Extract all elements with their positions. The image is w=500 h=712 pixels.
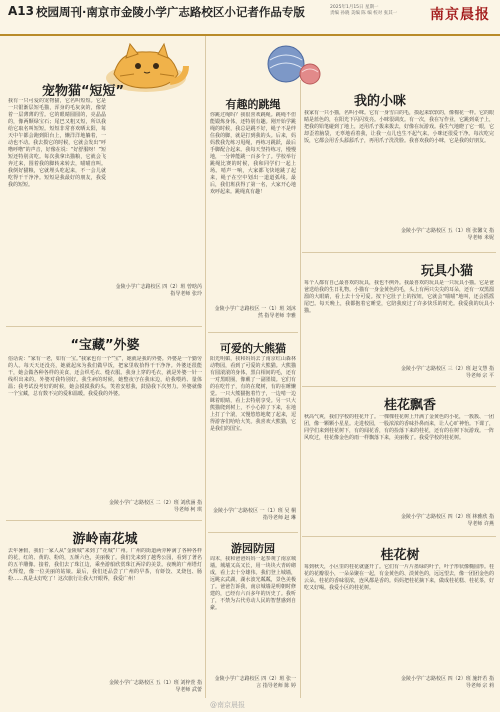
divider-1 [6, 326, 202, 327]
body-fangyu: 周末，我和爸爸妈妈一起参观了南京城墙。城墙又高又长，用一块块大青砖砌成，看上去十分雄伟。我们登上城墙，远眺玄武湖，湖水波光粼粼，景色美极了。爸爸告诉我，南京城墙是明朝时修建的，已经有六百多年的历史了。我听了，不禁为古代劳动人民的智慧感到自豪。 [210, 556, 296, 611]
watermark-text: @南京晨报 [210, 701, 245, 709]
divider-4 [208, 532, 298, 533]
body-youqu: 你跳过绳吗？我很喜欢跳绳。跳绳不但能锻炼身体，还特别有趣。刚开始学跳绳的时候，我总是跳不好，绳子不是绊住我的脚，就是打到我的头。后来，妈妈教我先练习甩绳，再练习跳跃，最后手脚配合起来。我每天坚持练习，慢慢地，一分钟能跳一百多个了。学校举行跳绳比赛的时候，我和同学们一起上场。哨声一响，大家都飞快地跳了起来，绳子在空中划出一道道弧线。最后，我们班获得了第一名，大家开心地欢呼起来。跳绳真有趣！ [210, 112, 296, 195]
sign-wanjumao: 金陵小学广志路校区 三（2）班 赵文慧 指导老师 宗 平 [401, 366, 494, 379]
title-baozang: “宝藏”外婆 [70, 338, 140, 353]
sign-baozang: 金陵小学广志路校区 二（2）班 刘欣涵 指导老师 柯 琪 [109, 500, 202, 513]
sign-fangyu: 金陵小学广志路校区 四（2）班 张一言 指导老师 陈 婷 [214, 676, 296, 689]
meta-date: 2025年1月15日 星期一 [330, 5, 379, 10]
page-meta [330, 5, 420, 17]
body-guihuashu: 每到秋天，小区里的桂花就盛开了。它们有一片片墨绿的叶子，叶子形状像椭圆形。桂花的花瓣很小，一朵朵聚在一起，有金黄色的、淡黄色的，远远望去，像一团团金色的云朵。桂花的香味很浓，连风都是香的。妈妈把桂花摘下来，做成桂花糕、桂花茶，好吃又好喝。我爱小区的桂花树。 [304, 564, 494, 591]
body-wanjumao: 每个人都有自己最喜欢的玩具，我也不例外。我最喜欢的玩具是一只玩具小猫。它是爸爸送给我的生日礼物。小猫有一身金黄色的毛，头上有两只尖尖的耳朵，还有一双黑溜溜的大眼睛，看上去十分可爱。按下它肚子上的按钮，它就会“喵喵”地叫，还会摇摇尾巴。每天晚上，我都抱着它睡觉，它陪我度过了许多快乐的时光。我爱我的玩具小猫。 [304, 280, 494, 314]
vline-1 [205, 36, 206, 698]
sign-youqu: 金陵小学广志路校区 一（1）班 刘沐然 指导老师 李雅 [214, 306, 296, 319]
title-huanan: 游岭南花城 [72, 532, 138, 547]
title-youqu: 有趣的跳绳 [225, 98, 281, 111]
divider-2 [6, 520, 202, 521]
title-guihuashu: 桂花树 [380, 548, 420, 563]
sign-guihuashu: 金陵小学广志路校区 四（2）班 施轩若 指导老师 宗 莉 [401, 676, 494, 689]
vline-2 [300, 80, 301, 698]
page-title: 校园周刊·南京市金陵小学广志路校区小记者作品专版 [36, 5, 305, 19]
meta-editors: 责编 孙晓 美编 陈 编 校对 张其一 [330, 11, 398, 16]
divider-6 [302, 386, 496, 387]
sign-wodexiaomi: 金陵小学广志路校区 五（1）班 张馨文 指导老师 米妮 [401, 228, 494, 241]
sign-huanan: 金陵小学广志路校区 五（1）班 刘梓萱 指导老师 武蕾 [109, 680, 202, 693]
body-chongwumao: 我有一只可爱的宠物猫，它名叫短短。它是一只银渐层短毛猫，浑身的毛灰灰的，像蒙着一层薄薄的雪。它的眼睛圆圆的，亮晶晶的，像两颗绿宝石；尾巴又粗又短，所以我给它取名叫短短。短短非常喜欢晒太阳，每天中午都会跑到阳台上，懒洋洋地躺着，一动也不动。我去摸它的时候，它就会发出“呼噜呼噜”的声音，好像在说：“好舒服呀！”短短还特别贪吃。每次我拿出猫粮，它就会飞奔过来，围着我的脚转来转去，喵喵直叫。我倒好猫粮，它就埋头吃起来，不一会儿就吃得干干净净。短短是我最好的朋友，我爱我的短短。 [8, 98, 106, 188]
title-daxiongmao: 可爱的大熊猫 [220, 342, 286, 355]
page-header [0, 0, 500, 36]
divider-5 [302, 252, 496, 253]
body-huanan: 去年暑假，我们一家人从“金陵城”来到了“花城”广州。广州的街道两旁种满了各种各样的花，红的、黄的、粉的，五颜六色，美丽极了。我们先来到了越秀公园，看到了著名的五羊雕像。接着，我们去了珠江边，乘坐游船欣赏珠江两岸的美景。夜晚的广州塔灯火辉煌，像一位美丽的姑娘。最后，我们还品尝了广州的早茶，有虾饺、叉烧包、肠粉……真是太好吃了！这次旅行让我大开眼界，我爱广州！ [8, 548, 202, 582]
divider-3 [208, 332, 298, 333]
divider-7 [302, 536, 496, 537]
title-wodexiaomi: 我的小咪 [353, 94, 406, 109]
body-chongwumao-col2 [112, 98, 202, 278]
sign-daxiongmao: 金陵小学广志路校区 一（1）班 吴 桐 指导老师 赵 琳 [213, 508, 296, 521]
newspaper-logo: 南京晨报 [430, 7, 490, 23]
body-daxiongmao: 阳光明媚，我和妈妈去了南京红山森林动物园，看到了可爱的大熊猫。大熊猫有圆滚滚的身体，黑白相间的毛，还有一对黑眼圈，像戴了一副墨镜。它们有的在吃竹子，有的在爬树，有的在睡懒觉。一只大熊猫抱着竹子，一边啃一边眯着眼睛，看上去特别享受。另一只大熊猫爬到树上，不小心掉了下来，在地上打了个滚，又慢悠悠地爬了起来，逗得游客们哈哈大笑。我喜欢大熊猫，它是我们的国宝。 [210, 356, 296, 432]
yarn-ball-illustration [258, 36, 328, 92]
page-number: A13 [8, 4, 34, 18]
title-chongwumao: 宠物猫“短短” [41, 84, 125, 99]
sign-guihuaxiang: 金陵小学广志路校区 四（2）班 林雅欣 指导老师 许燕 [401, 514, 494, 527]
body-guihuaxiang: 秋高气爽，我们学校的桂花开了。一棵棵桂花树上开满了金黄色的小花，一簇簇、一团团，像一颗颗小星星。走进校园，一股浓浓的香味扑鼻而来，让人心旷神怡。下课了，同学们来到桂花树下，有的闻花香，有的捡落下来的桂花，还有的在树下玩游戏。一阵风吹过，桂花像金色的雨一样飘落下来，美丽极了。我爱学校的桂花树。 [304, 414, 494, 441]
page-footer [0, 698, 500, 712]
body-baozang: 俗话说：“家有一老，如有一宝。”我家也有一个“宝”，她就是我的外婆。外婆是一个勤劳的人。每天天还没亮，她就起床为我们做早饭，把家里收拾得干干净净。外婆还很能干，她会做各种各样的美食，还会织毛衣、缝衣服。我身上穿的毛衣，就是外婆一针一线织出来的。外婆对我特别好。我生病的时候，她整夜守在我床边，给我喂药、量体温；我考试没考好的时候，她会摸摸我的头，笑着安慰我，鼓励我下次努力。外婆就像一个宝藏，总有数不完的爱和温暖。我爱我的外婆。 [8, 356, 202, 397]
body-wodexiaomi: 我家有一只小猫，名叫小咪。它有一身雪白的毛，摸起来软软的，像棉花一样。它的眼睛是蓝色的，在阳光下闪闪发亮。小咪很调皮。有一次，我在写作业，它跳到桌子上，把我的铅笔碰到了地上，还用爪子拨来拨去，好像在玩游戏。我生气地瞪了它一眼，它却歪着脑袋，无辜地看着我，让我一点儿也生不起气来。小咪还很爱干净。每次吃完饭，它都会用舌头舔舔爪子，再用爪子洗洗脸。我喜欢我的小咪，它是我的好朋友。 [304, 110, 494, 144]
title-guihuaxiang: 桂花飘香 [383, 398, 436, 413]
title-fangyu: 游园防园 [231, 542, 275, 555]
title-wanjumao: 玩具小猫 [420, 264, 473, 279]
sign-chongwumao: 金陵小学广志路校区 四（2）班 曾晗芮 指导老师 张玲 [115, 284, 202, 297]
